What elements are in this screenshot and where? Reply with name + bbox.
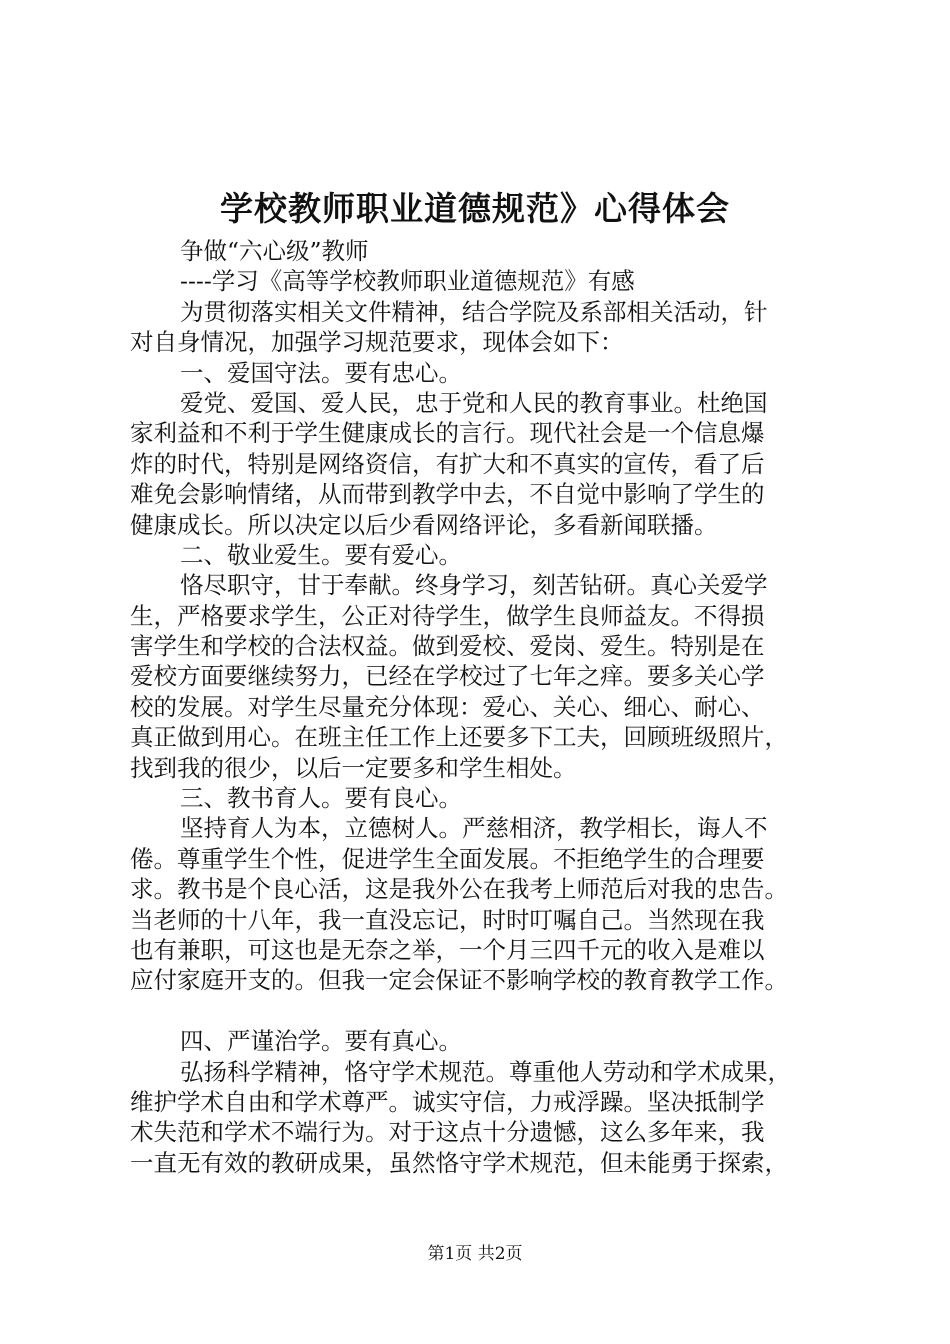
paragraph-line: 健康成长。所以决定以后少看网络评论，多看新闻联播。 (130, 510, 718, 539)
paragraph-line: 害学生和学校的合法权益。做到爱校、爱岗、爱生。特别是在 (130, 632, 765, 661)
paragraph-line: 弘扬科学精神，恪守学术规范。尊重他人劳动和学术成果， (180, 1057, 791, 1086)
document-body (130, 236, 830, 1178)
paragraph-line: 找到我的很少，以后一定要多和学生相处。 (130, 753, 577, 782)
paragraph-line: 坚持育人为本，立德树人。严慈相济，教学相长，诲人不 (180, 814, 768, 843)
document-title: 学校教师职业道德规范》心得体会 (220, 189, 730, 228)
section-heading: 四、严谨治学。要有真心。 (180, 1027, 462, 1056)
paragraph-line: 维护学术自由和学术尊严。诚实守信，力戒浮躁。坚决抵制学 (130, 1087, 765, 1116)
paragraph-line: 一直无有效的教研成果，虽然恪守学术规范，但未能勇于探索， (130, 1148, 788, 1177)
paragraph-line: 家利益和不利于学生健康成长的言行。现代社会是一个信息爆 (130, 419, 765, 448)
paragraph-line: 爱校方面要继续努力，已经在学校过了七年之痒。要多关心学 (130, 662, 765, 691)
paragraph-line: 恪尽职守，甘于奉献。终身学习，刻苦钻研。真心关爱学 (180, 571, 768, 600)
paragraph-line: 也有兼职，可这也是无奈之举，一个月三四千元的收入是难以 (130, 935, 765, 964)
paragraph-line: 炸的时代，特别是网络资信，有扩大和不真实的宣传，看了后 (130, 449, 765, 478)
paragraph-line: 应付家庭开支的。但我一定会保证不影响学校的教育教学工作。 (130, 966, 788, 995)
section-heading: 三、教书育人。要有良心。 (180, 784, 462, 813)
section-heading: 一、爱国守法。要有忠心。 (180, 358, 462, 387)
paragraph-line: 当老师的十八年，我一直没忘记，时时叮嘱自己。当然现在我 (130, 905, 765, 934)
paragraph-line: 爱党、爱国、爱人民，忠于党和人民的教育事业。杜绝国 (180, 388, 768, 417)
paragraph-line: 为贯彻落实相关文件精神，结合学院及系部相关活动，针 (180, 297, 768, 326)
subtitle-line: 争做“六心级”教师 (180, 237, 369, 265)
page-number-footer: 第1页 共2页 (427, 1244, 523, 1264)
section-heading: 二、敬业爱生。要有爱心。 (180, 540, 462, 569)
paragraph-line: 求。教书是个良心活，这是我外公在我考上师范后对我的忠告。 (130, 875, 788, 904)
paragraph-line: 真正做到用心。在班主任工作上还要多下工夫，回顾班级照片， (130, 723, 788, 752)
subtitle-line: ----学习《高等学校教师职业道德规范》有感 (180, 267, 635, 296)
paragraph-line: 倦。尊重学生个性，促进学生全面发展。不拒绝学生的合理要 (130, 844, 765, 873)
blank-line (130, 996, 830, 1026)
paragraph-line: 难免会影响情绪，从而带到教学中去，不自觉中影响了学生的 (130, 480, 765, 509)
paragraph-line: 对自身情况，加强学习规范要求，现体会如下： (130, 328, 624, 357)
paragraph-line: 生，严格要求学生，公正对待学生，做学生良师益友。不得损 (130, 601, 765, 630)
paragraph-line: 术失范和学术不端行为。对于这点十分遗憾，这么多年来，我 (130, 1118, 765, 1147)
paragraph-line: 校的发展。对学生尽量充分体现：爱心、关心、细心、耐心、 (130, 692, 765, 721)
